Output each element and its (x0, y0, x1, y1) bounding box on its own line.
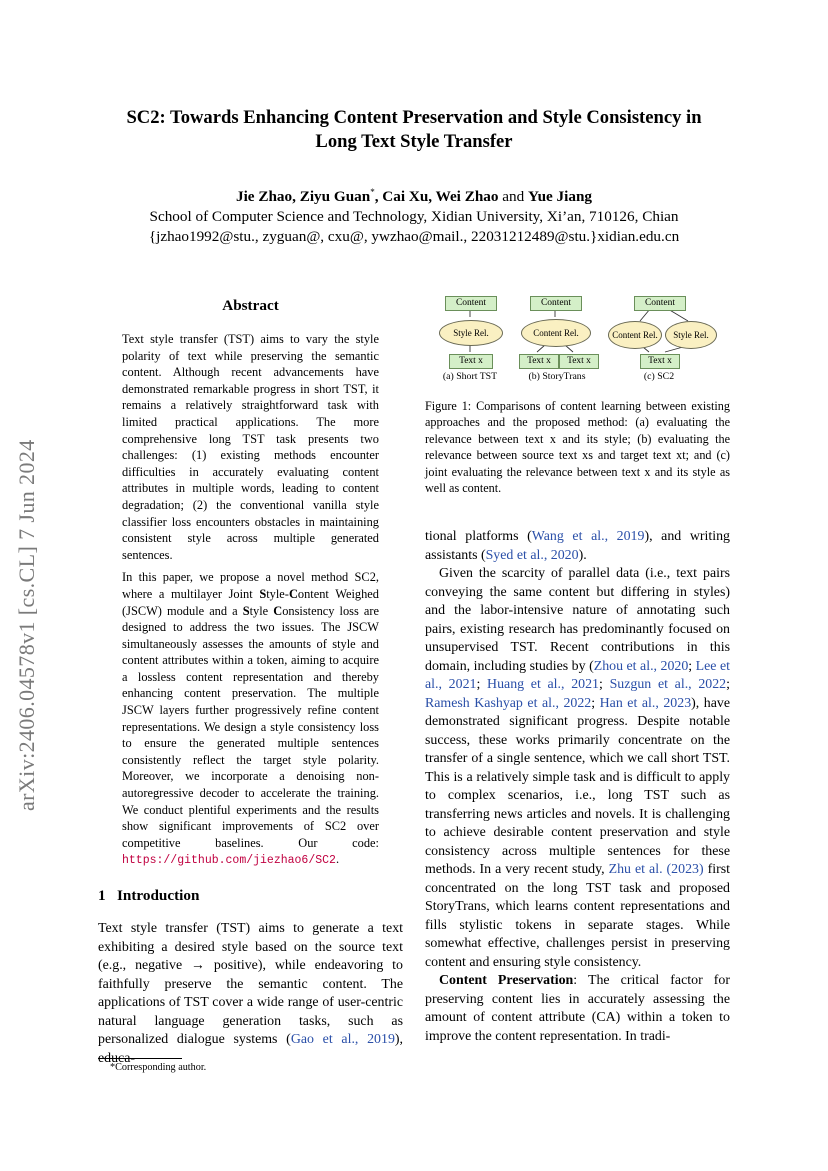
citation-link[interactable]: Wang et al., 2019 (531, 529, 645, 544)
emails: {jzhao1992@stu., zyguan@, cxu@, ywzhao@mail., 22031212489@stu.}xidian.edu.cn (148, 228, 680, 246)
intro-text (98, 920, 403, 1068)
paper-title (80, 106, 748, 154)
right-paragraph-2 (425, 565, 730, 972)
body-text-span: ; (598, 677, 610, 692)
fig-a-text-box: Text x (449, 354, 493, 369)
citation-link[interactable]: Ramesh Kashyap et al., 2022 (425, 695, 592, 711)
body-text-span: Given the scarcity of parallel data (i.e., text pairs conveying the same content but differing in styles) and the labor-intensive nature of annotating such pairs, existing research has predominantly focused on unsupervised TST. Recent contributions in this domain, including studies by ( (425, 566, 730, 674)
right-column-body (425, 528, 730, 1046)
author-block (60, 182, 768, 247)
body-text-span: ; (591, 695, 600, 711)
paragraph-lead-bold: Content Preservation (439, 973, 574, 988)
affiliation: School of Computer Science and Technology, Xidian University, Xi’an, 710126, Chian (149, 208, 679, 226)
fig-c-content-box: Content (634, 296, 686, 311)
citation-link[interactable]: Han et al., 2023 (599, 695, 692, 711)
citation-link[interactable]: Suzgun et al., 2022 (609, 677, 727, 692)
section-heading-introduction (98, 887, 199, 905)
abstract-bold-letter: S (242, 603, 250, 618)
fig-b-content-rel-oval: Content Rel. (521, 319, 591, 347)
abstract-text: ontent Weighed (JSCW) module and a (122, 586, 379, 618)
body-text-span: ). (578, 547, 587, 563)
footnote-rule (98, 1058, 182, 1059)
code-link[interactable]: https://github.com/jiezhao6/SC2 (122, 854, 336, 868)
abstract-text: tyle- (266, 586, 289, 601)
fig-c-style-rel-oval: Style Rel. (665, 321, 717, 349)
abstract-bold-letter: C (288, 586, 298, 601)
right-paragraph-3 (425, 972, 730, 1046)
authors-last: Yue Jiang (528, 188, 593, 206)
corresponding-mark: * (370, 187, 375, 197)
fig-b-label: (b) StoryTrans (528, 371, 586, 382)
abstract-paragraph-1: Text style transfer (TST) aims to vary the style polarity of text while preserving the semantic content. Although recent advancements have demonstrated remarkable progress in short TST, it remains a relatively straightforward task with limited practical applications. The more comprehensive long TST task presents two challenges: (1) existing methods encounter difficulties in accurately evaluating content attributes in multiple words, leading to content degradation; (2) the conventional vanilla style classifier loss encounters obstacles in maintaining consistent style across multiple generated sentences. (122, 332, 379, 562)
intro-text-span: Text style transfer (TST) aims to generate a text exhibiting a desired style based on the source text (e.g., negative → positive), while endeavoring to faithfully preserve the semantic content. The applications of TST cover a wide range of user-centric natural language generation tasks, such as personalized dialogue systems ( (98, 921, 403, 1047)
abstract-text: In this paper, we propose a novel method SC2, where a multilayer Joint (122, 570, 379, 601)
citation-link[interactable]: Lee et al., 2021 (425, 658, 730, 692)
abstract-bold-letter: S (259, 586, 267, 601)
fig-c-label: (c) SC2 (643, 371, 675, 382)
title-line-1: SC2: Towards Enhancing Content Preservation and Style Consistency in (126, 107, 702, 128)
body-text-span: : The critical factor for preserving content lies in accurately assessing the amount of content attribute (CA) within a token to improve the content representation. In tradi- (425, 973, 730, 1044)
figure-1 (425, 290, 730, 390)
fig-c-text-box: Text x (640, 354, 680, 369)
body-text-span: ; (476, 677, 488, 692)
abstract-heading: Abstract (222, 297, 279, 314)
fig-b-target-text-box: Text x (559, 354, 599, 369)
citation-link[interactable]: Zhou et al., 2020 (593, 658, 689, 674)
section-number: 1 (98, 887, 106, 904)
authors-and: and (498, 188, 528, 206)
citation-link[interactable]: Zhu et al. (2023) (608, 862, 704, 877)
body-text-span: tional platforms ( (425, 529, 532, 544)
abstract-text: . (335, 852, 340, 867)
authors-middle: , Cai Xu, Wei Zhao (374, 188, 499, 206)
fig-a-style-rel-oval: Style Rel. (439, 320, 503, 346)
fig-b-source-text-box: Text x (519, 354, 559, 369)
abstract-body (122, 331, 379, 876)
abstract-bold-letter: C (273, 603, 283, 618)
arxiv-identifier: arXiv:2406.04578v1 [cs.CL] 7 Jun 2024 (14, 439, 39, 811)
citation-link[interactable]: Gao et al., 2019 (290, 1032, 395, 1047)
section-title: Introduction (116, 887, 200, 904)
abstract-text: onsistency loss are designed to address the two issues. The JSCW simultaneously assesses the amounts of style and content attributes within a token, aiming to acquire a lossless content representation and thereby enhancing content preservation. The multiple JSCW layers further progressively refine content representations. We design a style consistency loss to ensure the generated multiple sentences consistently reflect the target style polarity. Moreover, we incorporate a denoising non-autoregressive decoder to accelerate the training. We conduct plentiful experiments and the results show significant improvements of SC2 over competitive baselines. Our code: (122, 603, 380, 850)
abstract-paragraph-2 (122, 569, 379, 870)
body-text-span: ; (688, 658, 696, 674)
fig-b-content-box: Content (530, 296, 582, 311)
body-text-span: ; (726, 677, 730, 692)
body-text-span: first concentrated on the long TST task and proposed StoryTrans, which learns content representations and fills stylistic tokens in separate stages. While somewhat effective, challenges persist in preserving content and ensuring style consistency. (425, 862, 730, 970)
intro-paragraph-1 (98, 920, 403, 1068)
body-text-span: ), and writing assistants ( (425, 529, 730, 563)
authors-first: Jie Zhao, Ziyu Guan (235, 188, 371, 206)
author-names (60, 182, 768, 207)
footnote: *Corresponding author. (110, 1062, 207, 1073)
figure-1-caption: Figure 1: Comparisons of content learning between existing approaches and the proposed method: (a) evaluating the relevance between text x and its style; (b) evaluating the relevance between source text xs and target text xt; and (c) joint evaluating the relevance between text x and its style as well as content. (425, 399, 730, 496)
intro-text-span: ), educa- (98, 1032, 403, 1066)
body-text-span: ), have demonstrated significant progress. Despite notable success, these works primarily concentrate on the transfer of a single sentence, which we call short TST. This is a relatively simple task and is difficult to apply to complex scenarios, i.e., long TST such as transferring news articles and novels. It is challenging to achieve desirable content preservation and style consistency across multiple sentences for these methods. In a very recent study, (425, 695, 730, 877)
citation-link[interactable]: Syed et al., 2020 (485, 547, 579, 563)
fig-a-content-box: Content (445, 296, 497, 311)
abstract-text: tyle (249, 603, 274, 618)
fig-a-label: (a) Short TST (442, 371, 498, 382)
title-line-2: Long Text Style Transfer (315, 131, 513, 152)
fig-c-content-rel-oval: Content Rel. (608, 321, 662, 349)
right-paragraph-1 (425, 528, 730, 565)
citation-link[interactable]: Huang et al., 2021 (487, 677, 599, 692)
